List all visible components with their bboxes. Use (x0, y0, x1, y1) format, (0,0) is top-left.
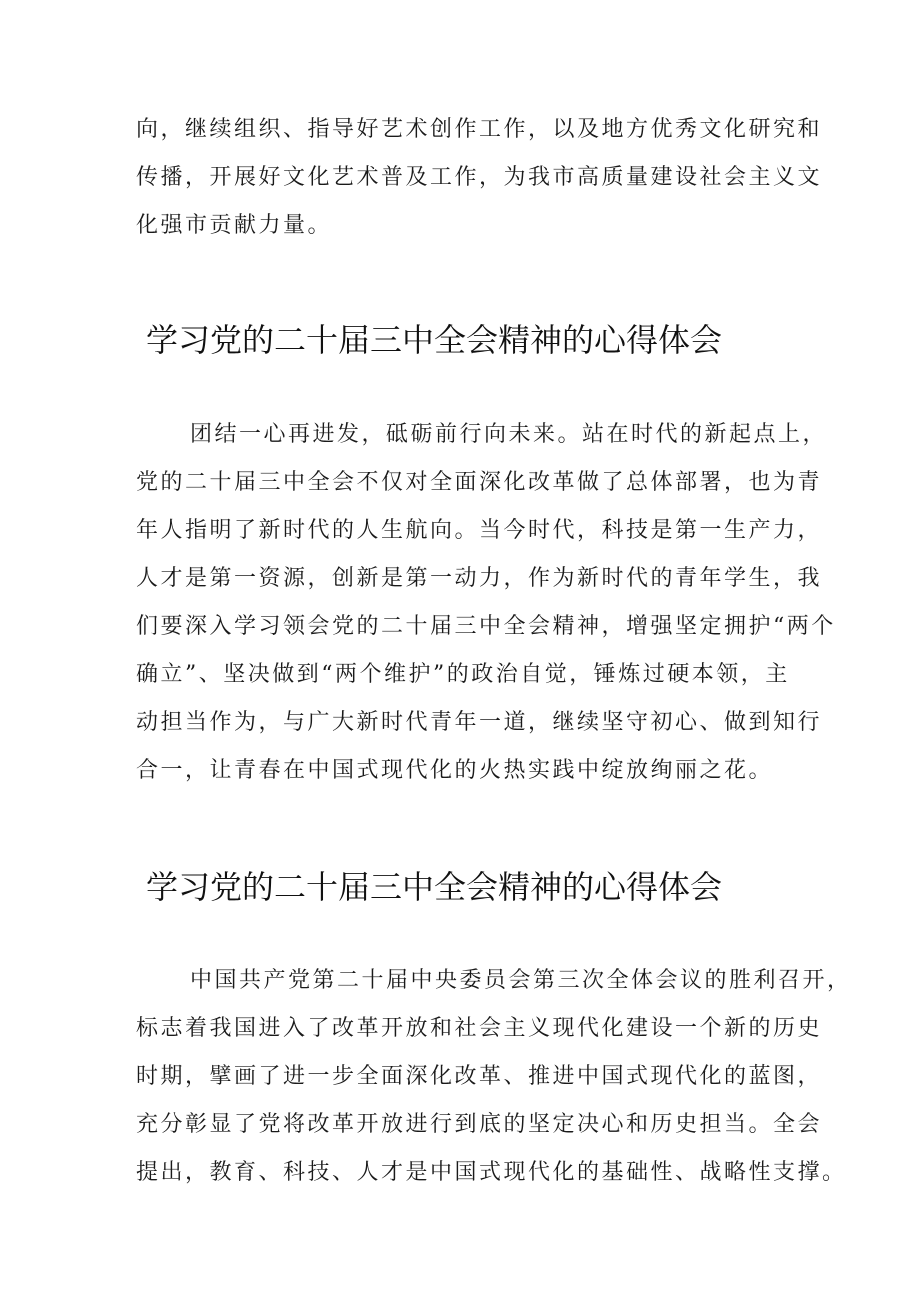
paragraph-line: 合一，让青春在中国式现代化的火热实践中绽放绚丽之花。 (136, 758, 774, 783)
paragraph-line: 时期，擘画了进一步全面深化改革、推进中国式现代化的蓝图， (136, 1064, 823, 1089)
paragraph-line: 传播，开展好文化艺术普及工作，为我市高质量建设社会主义文 (136, 165, 823, 190)
paragraph-line: 标志着我国进入了改革开放和社会主义现代化建设一个新的历史 (136, 1016, 823, 1041)
section-heading: 学习党的二十届三中全会精神的心得体会 (146, 868, 723, 906)
paragraph-line: 们要深入学习领会党的二十届三中全会精神，增强坚定拥护“两个 (136, 614, 836, 639)
paragraph-line: 中国共产党第二十届中央委员会第三次全体会议的胜利召开， (190, 968, 852, 993)
paragraph-line: 提出，教育、科技、人才是中国式现代化的基础性、战略性支撑。 (136, 1160, 847, 1185)
paragraph-line: 化强市贡献力量。 (136, 213, 333, 238)
paragraph-line: 动担当作为，与广大新时代青年一道，继续坚守初心、做到知行 (136, 710, 823, 735)
paragraph-line: 人才是第一资源，创新是第一动力，作为新时代的青年学生，我 (136, 566, 823, 591)
paragraph-line: 年人指明了新时代的人生航向。当今时代，科技是第一生产力， (136, 518, 823, 543)
paragraph-line: 党的二十届三中全会不仅对全面深化改革做了总体部署，也为青 (136, 470, 823, 495)
section-heading: 学习党的二十届三中全会精神的心得体会 (146, 321, 723, 359)
paragraph-line: 向，继续组织、指导好艺术创作工作，以及地方优秀文化研究和 (136, 117, 823, 142)
paragraph-line: 确立”、坚决做到“两个维护”的政治自觉，锤炼过硬本领，主 (136, 662, 790, 687)
paragraph-line: 团结一心再进发，砥砺前行向未来。站在时代的新起点上， (190, 422, 828, 447)
paragraph-line: 充分彰显了党将改革开放进行到底的坚定决心和历史担当。全会 (136, 1112, 823, 1137)
